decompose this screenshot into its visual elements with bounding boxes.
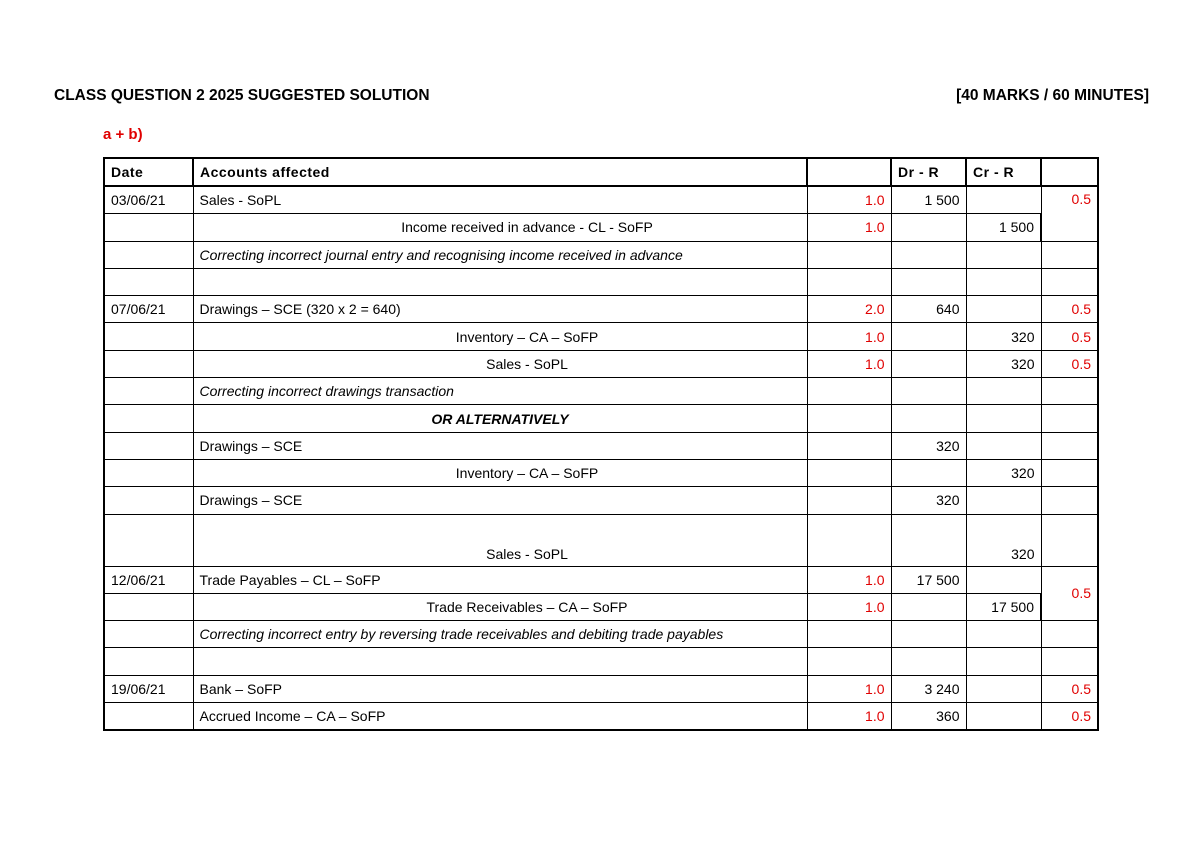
cr-cell (966, 241, 1041, 268)
mark-cell (807, 648, 891, 675)
cr-cell (966, 186, 1041, 214)
account-cell: Inventory – CA – SoFP (193, 459, 807, 486)
dr-cell: 3 240 (891, 675, 966, 702)
dr-cell: 17 500 (891, 566, 966, 593)
dr-cell (891, 405, 966, 432)
account-cell: Sales - SoPL (193, 186, 807, 214)
dr-cell (891, 350, 966, 377)
dr-cell: 360 (891, 703, 966, 731)
dr-cell (891, 214, 966, 241)
date-cell (104, 241, 193, 268)
mark-cell: 1.0 (807, 566, 891, 593)
table-row (104, 487, 1098, 514)
dr-cell (891, 323, 966, 350)
date-cell (104, 214, 193, 241)
table-row (104, 621, 1098, 648)
dr-cell (891, 241, 966, 268)
mark-cell: 1.0 (807, 186, 891, 214)
cr-cell (966, 566, 1041, 593)
mark2-cell (1041, 459, 1098, 486)
dr-cell (891, 459, 966, 486)
narration-cell: Correcting incorrect journal entry and recognising income received in advance (193, 241, 807, 268)
table-row (104, 459, 1098, 486)
table-row (104, 593, 1098, 620)
mark2-cell (1041, 378, 1098, 405)
table-row (104, 296, 1098, 323)
journal-table (103, 157, 1099, 731)
mark2-cell (1041, 405, 1098, 432)
mark2-cell: 0.5 (1041, 566, 1098, 621)
cr-cell (966, 296, 1041, 323)
header (54, 87, 1149, 105)
account-cell: Income received in advance - CL - SoFP (193, 214, 807, 241)
dr-cell (891, 621, 966, 648)
table-row (104, 378, 1098, 405)
cr-cell (966, 378, 1041, 405)
account-cell: Drawings – SCE (193, 432, 807, 459)
table-row (104, 186, 1098, 214)
cr-cell (966, 405, 1041, 432)
date-cell (104, 378, 193, 405)
date-cell (104, 621, 193, 648)
mark-cell: 2.0 (807, 296, 891, 323)
mark-cell (807, 241, 891, 268)
cr-cell (966, 648, 1041, 675)
account-cell: Inventory – CA – SoFP (193, 323, 807, 350)
date-cell (104, 703, 193, 731)
cr-cell: 1 500 (966, 214, 1041, 241)
table-row (104, 323, 1098, 350)
table-row (104, 214, 1098, 241)
date-cell: 12/06/21 (104, 566, 193, 593)
date-cell (104, 514, 193, 566)
cr-cell (966, 487, 1041, 514)
column-header-date: Date (104, 158, 193, 186)
mark2-cell: 0.5 (1041, 323, 1098, 350)
account-cell: Sales - SoPL (193, 514, 807, 566)
date-cell: 19/06/21 (104, 675, 193, 702)
table-row (104, 675, 1098, 702)
cr-cell (966, 432, 1041, 459)
mark2-cell: 0.5 (1041, 350, 1098, 377)
column-header-marks2 (1041, 158, 1098, 186)
mark2-cell: 0.5 (1041, 675, 1098, 702)
mark-cell (807, 432, 891, 459)
column-header-marks (807, 158, 891, 186)
account-cell: Accrued Income – CA – SoFP (193, 703, 807, 731)
table-row (104, 514, 1098, 566)
cr-cell (966, 703, 1041, 731)
marks-label: [40 MARKS / 60 MINUTES] (956, 87, 1149, 104)
table-row (104, 350, 1098, 377)
column-header-accounts: Accounts affected (193, 158, 807, 186)
column-header-dr: Dr - R (891, 158, 966, 186)
table-row (104, 648, 1098, 675)
dr-cell (891, 648, 966, 675)
date-cell (104, 487, 193, 514)
cr-cell: 320 (966, 514, 1041, 566)
mark-cell (807, 459, 891, 486)
dr-cell: 320 (891, 487, 966, 514)
date-cell: 03/06/21 (104, 186, 193, 214)
mark-cell: 1.0 (807, 675, 891, 702)
mark-cell (807, 514, 891, 566)
date-cell (104, 350, 193, 377)
mark-cell: 1.0 (807, 214, 891, 241)
account-cell: Bank – SoFP (193, 675, 807, 702)
column-header-cr: Cr - R (966, 158, 1041, 186)
mark-cell: 1.0 (807, 323, 891, 350)
cr-cell (966, 268, 1041, 295)
date-cell (104, 432, 193, 459)
dr-cell (891, 378, 966, 405)
date-cell (104, 648, 193, 675)
mark-cell (807, 378, 891, 405)
account-cell (193, 268, 807, 295)
narration-cell: Correcting incorrect entry by reversing trade receivables and debiting trade payables (193, 621, 807, 648)
table-header-row (104, 158, 1098, 186)
cr-cell (966, 621, 1041, 648)
date-cell (104, 405, 193, 432)
table-row (104, 268, 1098, 295)
alternative-heading: OR ALTERNATIVELY (193, 405, 807, 432)
dr-cell: 640 (891, 296, 966, 323)
mark2-cell (1041, 621, 1098, 648)
mark2-cell: 0.5 (1041, 186, 1098, 241)
table-row (104, 405, 1098, 432)
dr-cell: 1 500 (891, 186, 966, 214)
dr-cell (891, 593, 966, 620)
date-cell (104, 323, 193, 350)
document-title: CLASS QUESTION 2 2025 SUGGESTED SOLUTION (54, 87, 430, 104)
mark-cell (807, 268, 891, 295)
mark2-cell (1041, 648, 1098, 675)
mark-cell (807, 487, 891, 514)
mark2-cell (1041, 241, 1098, 268)
table-row (104, 432, 1098, 459)
table-row (104, 241, 1098, 268)
cr-cell: 320 (966, 323, 1041, 350)
date-cell (104, 268, 193, 295)
part-label: a + b) (103, 126, 143, 143)
mark2-cell (1041, 432, 1098, 459)
table-row (104, 703, 1098, 731)
account-cell: Sales - SoPL (193, 350, 807, 377)
account-cell: Drawings – SCE (193, 487, 807, 514)
mark-cell: 1.0 (807, 593, 891, 620)
mark-cell (807, 621, 891, 648)
account-cell: Trade Payables – CL – SoFP (193, 566, 807, 593)
table-row (104, 566, 1098, 593)
mark2-cell (1041, 487, 1098, 514)
date-cell (104, 593, 193, 620)
mark-cell (807, 405, 891, 432)
mark2-cell: 0.5 (1041, 296, 1098, 323)
account-cell: Drawings – SCE (320 x 2 = 640) (193, 296, 807, 323)
account-cell: Trade Receivables – CA – SoFP (193, 593, 807, 620)
mark2-cell (1041, 268, 1098, 295)
dr-cell (891, 514, 966, 566)
cr-cell: 320 (966, 459, 1041, 486)
cr-cell: 320 (966, 350, 1041, 377)
mark-cell: 1.0 (807, 703, 891, 731)
account-cell (193, 648, 807, 675)
mark2-cell: 0.5 (1041, 703, 1098, 731)
dr-cell (891, 268, 966, 295)
dr-cell: 320 (891, 432, 966, 459)
date-cell: 07/06/21 (104, 296, 193, 323)
narration-cell: Correcting incorrect drawings transaction (193, 378, 807, 405)
date-cell (104, 459, 193, 486)
mark-cell: 1.0 (807, 350, 891, 377)
cr-cell (966, 675, 1041, 702)
mark2-cell (1041, 514, 1098, 566)
cr-cell: 17 500 (966, 593, 1041, 620)
